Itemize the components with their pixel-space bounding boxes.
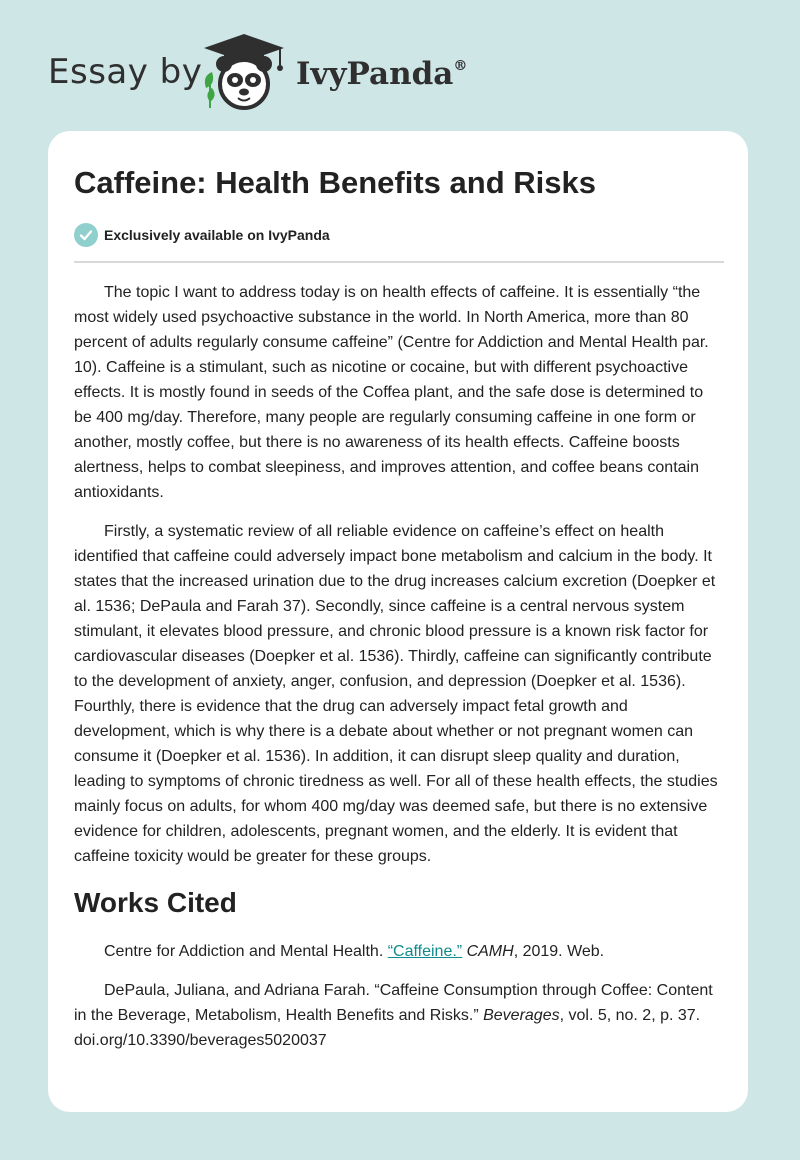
works-cited-heading: Works Cited: [74, 887, 237, 918]
essay-body: [74, 280, 724, 1067]
citation-text: , vol. 5, no. 2, p. 37. doi.org/10.3390/beverages5020037: [74, 1007, 701, 1049]
citation-text: DePaula, Juliana, and Adriana Farah. “Caffeine Consumption through Coffee: Content in the Beverage, Metabolism, Health Benefits and Risks.”: [74, 982, 713, 1024]
registered-mark: ®: [453, 58, 468, 74]
citation-text: , 2019. Web.: [513, 943, 605, 960]
citation-entry: [74, 939, 724, 964]
paragraph: The topic I want to address today is on health effects of caffeine. It is essentially “the most widely used psychoactive substance in the world. In North America, more than 80 percent of adults regularly consume caffeine” (Centre for Addiction and Mental Health par. 10). Caffeine is a stimulant, such as nicotine or cocaine, but with different psychoactive effects. It is mostly found in seeds of the Coffea plant, and the safe dose is determined to be 400 mg/day. Therefore, many people are regularly consuming caffeine in one form or another, mostly coffee, but there is no awareness of its health effects. Caffeine boosts alertness, helps to combat sleepiness, and improves attention, and coffee beans contain antioxidants.: [74, 284, 709, 501]
paragraph: Firstly, a systematic review of all reliable evidence on caffeine’s effect on health identified that caffeine could adversely impact bone metabolism and calcium in the body. It states that the increased urination due to the drug increases calcium excretion (Doepker et al. 1536; DePaula and Farah 37). Secondly, since caffeine is a central nervous system stimulant, it elevates blood pressure, and chronic blood pressure is a known risk factor for cardiovascular diseases (Doepker et al. 1536). Thirdly, caffeine can significantly contribute to the development of anxiety, anger, confusion, and depression (Doepker et al. 1536). Fourthly, there is evidence that the drug can adversely impact fetal growth and development, which is why there is a debate about whether or not pregnant women can consume it (Doepker et al. 1536). In addition, it can disrupt sleep quality and duration, leading to symptoms of chronic tiredness as well. For all of these health effects, the studies mainly focus on adults, for whom 400 mg/day was deemed safe, but there is no extensive evidence for children, adolescents, pregnant women, and the elderly. It is evident that caffeine toxicity would be greater for these groups.: [74, 523, 718, 865]
brand-name[interactable]: [296, 56, 467, 92]
citation-source: CAMH: [466, 943, 514, 960]
citation-source: Beverages: [483, 1007, 560, 1024]
check-badge-icon: [74, 223, 98, 247]
site-header: [0, 0, 800, 130]
divider: [74, 261, 724, 263]
essay-by-label: Essay by: [48, 52, 203, 92]
citation-text: Centre for Addiction and Mental Health.: [104, 943, 388, 960]
brand-label: IvyPanda: [296, 56, 454, 92]
exclusive-text: Exclusively available on IvyPanda: [104, 227, 330, 243]
citation-link[interactable]: “Caffeine.”: [387, 943, 463, 960]
citation-entry: [74, 978, 724, 1053]
exclusive-badge: [74, 221, 330, 249]
panda-logo-icon[interactable]: [200, 32, 288, 112]
page-title: Caffeine: Health Benefits and Risks: [74, 165, 596, 200]
essay-card: [48, 131, 748, 1112]
